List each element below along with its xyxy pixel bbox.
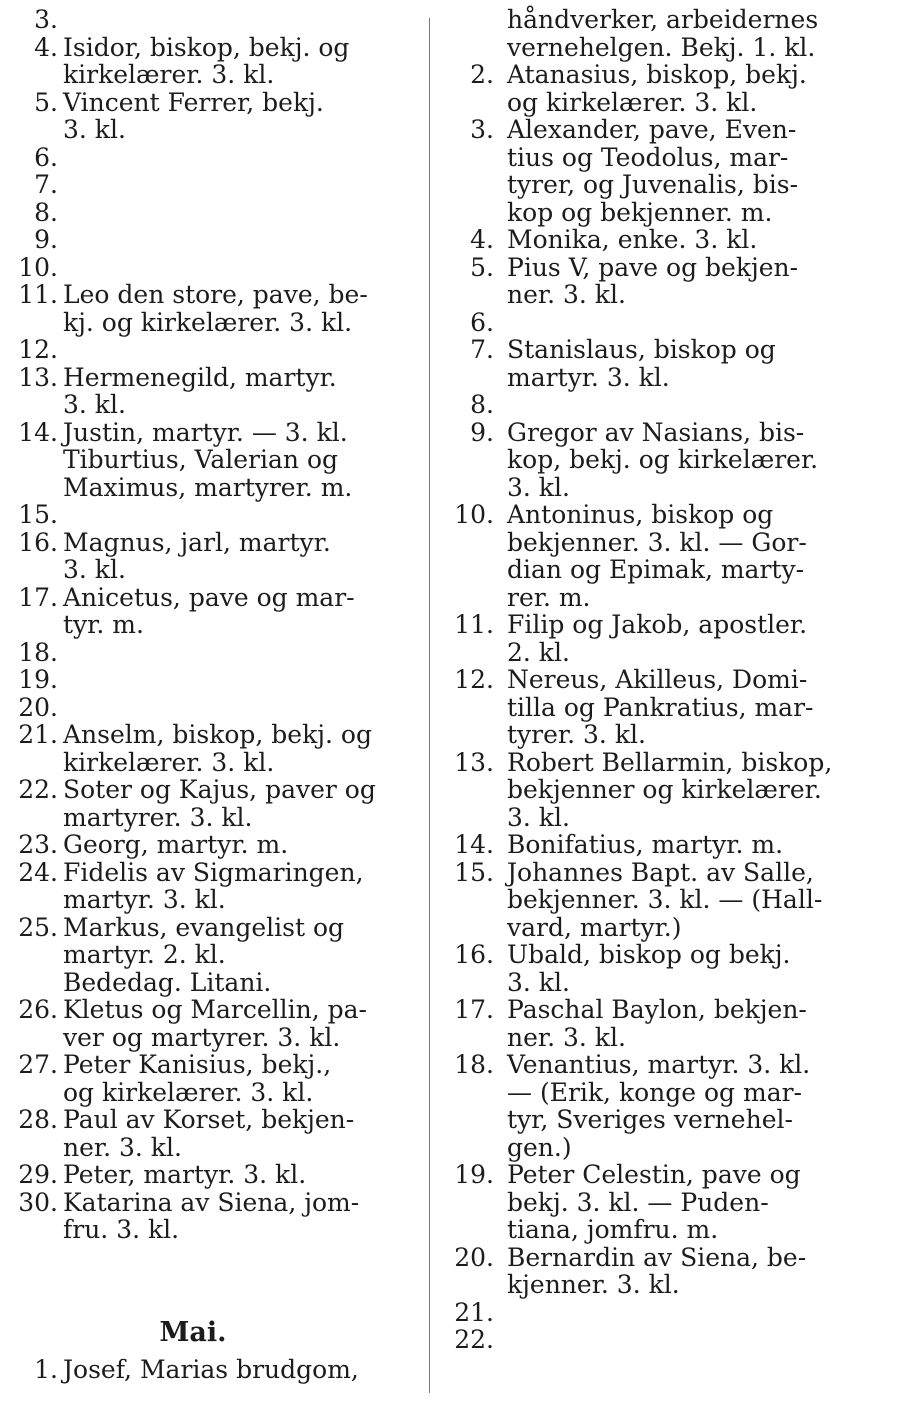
entry-line: Katarina av Siena, jom- [63, 1187, 360, 1217]
entry-line [507, 1326, 872, 1354]
entry-text [507, 831, 872, 859]
entry-line: Peter, martyr. 3. kl. [63, 1160, 307, 1189]
entry-text [63, 199, 414, 227]
entry-line: Venantius, martyr. 3. kl. [507, 1050, 811, 1079]
entry-text [63, 859, 414, 914]
entry-text [63, 831, 414, 859]
entry-text [63, 171, 414, 199]
entry-line: 3. kl. [507, 967, 570, 997]
calendar-entry [452, 116, 872, 226]
calendar-entry [452, 391, 872, 419]
entry-line: Ubald, biskop og bekj. [507, 940, 791, 969]
day-number: 5. [34, 87, 58, 117]
entry-text [63, 694, 414, 722]
entry-line [63, 6, 414, 34]
calendar-entry [14, 1189, 414, 1244]
day-number: 18. [454, 1050, 494, 1079]
calendar-entry [14, 1051, 414, 1106]
entry-line: og kirkelærer. 3. kl. [507, 87, 758, 117]
entry-text [507, 419, 872, 502]
entry-text [63, 1051, 414, 1106]
entry-text [63, 89, 414, 144]
calendar-entry [452, 336, 872, 391]
entry-text [507, 336, 872, 391]
calendar-entry [452, 226, 872, 254]
entry-line: — (Erik, konge og mar- [507, 1077, 802, 1107]
entry-line: Fidelis av Sigmaringen, [63, 857, 364, 887]
entry-text [63, 364, 414, 419]
entry-text [507, 391, 872, 419]
entry-line: kirkelærer. 3. kl. [63, 60, 275, 89]
entry-line: tyrer, og Juvenalis, bis- [507, 170, 799, 199]
entry-line: 3. kl. [63, 390, 126, 419]
entry-line: kirkelærer. 3. kl. [63, 747, 275, 777]
day-number: 11. [454, 610, 494, 639]
day-number: 3. [470, 115, 494, 144]
may-entries-continued [452, 6, 872, 1354]
entry-line: Georg, martyr. m. [63, 830, 289, 859]
entry-text [63, 666, 414, 694]
entry-text [507, 859, 872, 942]
entry-line: Markus, evangelist og [63, 912, 345, 942]
entry-line: Bonifatius, martyr. m. [507, 830, 784, 859]
calendar-entry [14, 89, 414, 144]
entry-text [507, 6, 872, 61]
calendar-entry [14, 529, 414, 584]
entry-line: Isidor, biskop, bekj. og [63, 32, 350, 62]
day-number: 3. [34, 5, 58, 34]
entry-text [63, 584, 414, 639]
entry-line: Bededag. Litani. [63, 967, 272, 997]
entry-text [63, 281, 414, 336]
calendar-entry [14, 721, 414, 776]
entry-text [507, 1299, 872, 1327]
entry-line: Tiburtius, Valerian og [63, 445, 338, 474]
entry-text [507, 1051, 872, 1161]
entry-line: Soter og Kajus, paver og [63, 775, 376, 804]
entry-line: bekjenner og kirkelærer. [507, 775, 822, 804]
calendar-entry [14, 364, 414, 419]
entry-line: ner. 3. kl. [507, 280, 626, 309]
entry-line: martyr. 3. kl. [63, 885, 226, 914]
calendar-entry [14, 1356, 414, 1384]
entry-line: Nereus, Akilleus, Domi- [507, 665, 808, 694]
entry-line: tilla og Pankratius, mar- [507, 692, 814, 722]
entry-line [63, 666, 414, 694]
calendar-entry [452, 61, 872, 116]
calendar-entry [14, 694, 414, 722]
day-number: 12. [18, 335, 58, 364]
day-number: 17. [454, 995, 494, 1024]
calendar-entry [452, 309, 872, 337]
day-number: 24. [18, 857, 58, 887]
day-number: 10. [18, 252, 58, 282]
entry-line: Anicetus, pave og mar- [63, 582, 355, 612]
entry-line [63, 639, 414, 667]
calendar-entry [14, 34, 414, 89]
calendar-entry [14, 254, 414, 282]
entry-line: martyr. 3. kl. [507, 362, 670, 392]
entry-line: ver og martyrer. 3. kl. [63, 1022, 341, 1052]
calendar-entry [14, 639, 414, 667]
calendar-entry [452, 419, 872, 502]
day-number: 30. [18, 1187, 58, 1217]
entry-line: vernehelgen. Bekj. 1. kl. [507, 32, 816, 62]
entry-line: Josef, Marias brudgom, [63, 1354, 359, 1384]
day-number: 19. [18, 665, 58, 694]
calendar-entry [452, 859, 872, 942]
calendar-entry [14, 171, 414, 199]
column-divider [429, 18, 430, 1393]
entry-text [507, 611, 872, 666]
entry-text [63, 6, 414, 34]
entry-line: Filip og Jakob, apostler. [507, 610, 808, 639]
entry-text [507, 1326, 872, 1354]
entry-text [507, 1244, 872, 1299]
entry-text [63, 501, 414, 529]
month-heading: Mai. [159, 1316, 227, 1348]
day-number: 1. [34, 1354, 58, 1384]
entry-line: 2. kl. [507, 637, 570, 667]
calendar-entry [452, 1161, 872, 1244]
day-number: 9. [470, 417, 494, 447]
day-number: 15. [454, 857, 494, 887]
day-number [452, 6, 507, 61]
calendar-entry [452, 254, 872, 309]
calendar-entry [452, 501, 872, 611]
entry-text [507, 666, 872, 749]
calendar-entry [14, 776, 414, 831]
calendar-entry [14, 281, 414, 336]
day-number: 29. [18, 1160, 58, 1189]
day-number: 14. [18, 417, 58, 447]
entry-line: og kirkelærer. 3. kl. [63, 1077, 314, 1107]
day-number: 28. [18, 1105, 58, 1134]
calendar-entry [452, 996, 872, 1051]
calendar-entry [452, 831, 872, 859]
calendar-entry [452, 1299, 872, 1327]
calendar-entry [452, 6, 872, 61]
entry-line: ner. 3. kl. [507, 1022, 626, 1052]
calendar-entry [452, 1051, 872, 1161]
entry-line [507, 309, 872, 337]
entry-text [63, 254, 414, 282]
entry-line: kop og bekjenner. m. [507, 197, 773, 227]
calendar-entry [14, 914, 414, 997]
left-column [14, 6, 414, 1383]
entry-line: Kletus og Marcellin, pa- [63, 995, 367, 1024]
calendar-entry [452, 941, 872, 996]
entry-text [63, 914, 414, 997]
entry-line: bekjenner. 3. kl. — (Hall- [507, 885, 823, 914]
calendar-entry [452, 1326, 872, 1354]
entry-line [63, 226, 414, 254]
entry-line: tyr, Sveriges vernehel- [507, 1105, 793, 1134]
entry-line [63, 501, 414, 529]
day-number: 4. [34, 32, 58, 62]
day-number: 22. [18, 775, 58, 804]
entry-text [63, 226, 414, 254]
day-number: 2. [470, 60, 494, 89]
calendar-entry [452, 666, 872, 749]
day-number: 5. [470, 252, 494, 282]
entry-line: Antoninus, biskop og [507, 500, 774, 529]
entry-line: Anselm, biskop, bekj. og [63, 720, 372, 749]
day-number: 15. [18, 500, 58, 529]
entry-text [63, 1189, 414, 1244]
entry-text [63, 1161, 414, 1189]
calendar-entry [14, 199, 414, 227]
entry-text [63, 419, 414, 502]
day-number: 11. [18, 280, 58, 309]
day-number: 6. [470, 307, 494, 337]
entry-line: Robert Bellarmin, biskop, [507, 747, 833, 777]
entry-line: 3. kl. [63, 555, 126, 584]
entry-line: Paul av Korset, bekjen- [63, 1105, 355, 1134]
entry-text [507, 254, 872, 309]
entry-line: håndverker, arbeidernes [507, 5, 819, 34]
calendar-entry [452, 749, 872, 832]
day-number: 27. [18, 1050, 58, 1079]
entry-line [63, 144, 414, 172]
entry-line: tyr. m. [63, 610, 144, 639]
day-number: 18. [18, 637, 58, 667]
day-number: 13. [18, 362, 58, 392]
entry-text [63, 529, 414, 584]
entry-line: kj. og kirkelærer. 3. kl. [63, 307, 353, 337]
entry-line: Maximus, martyrer. m. [63, 472, 353, 502]
entry-line: vard, martyr.) [507, 912, 682, 942]
entry-text [63, 776, 414, 831]
calendar-entry [14, 859, 414, 914]
entry-line: Pius V, pave og bekjen- [507, 252, 799, 282]
entry-line: Vincent Ferrer, bekj. [63, 87, 324, 117]
calendar-entry [14, 6, 414, 34]
entry-line [63, 199, 414, 227]
day-number: 17. [18, 582, 58, 612]
entry-line [63, 694, 414, 722]
day-number: 8. [470, 390, 494, 419]
entry-line: martyrer. 3. kl. [63, 802, 253, 832]
day-number: 13. [454, 747, 494, 777]
entry-line: Justin, martyr. — 3. kl. [63, 417, 348, 447]
entry-line: 3. kl. [507, 802, 570, 832]
day-number: 14. [454, 830, 494, 859]
entry-text [63, 144, 414, 172]
entry-text [63, 639, 414, 667]
calendar-entry [14, 1161, 414, 1189]
entry-line: bekjenner. 3. kl. — Gor- [507, 527, 807, 557]
right-column [452, 6, 872, 1354]
entry-line: Peter Celestin, pave og [507, 1160, 801, 1189]
calendar-entry [14, 419, 414, 502]
day-number: 16. [454, 940, 494, 969]
calendar-entry [452, 1244, 872, 1299]
april-entries [14, 6, 414, 1244]
entry-line: tiana, jomfru. m. [507, 1215, 719, 1244]
entry-text [63, 1106, 414, 1161]
calendar-entry [452, 611, 872, 666]
entry-line: gen.) [507, 1132, 572, 1162]
entry-line: martyr. 2. kl. [63, 940, 226, 969]
day-number: 20. [18, 692, 58, 722]
entry-line: kop, bekj. og kirkelærer. [507, 445, 819, 474]
entry-line: Stanislaus, biskop og [507, 335, 776, 364]
entry-line: Bernardin av Siena, be- [507, 1242, 807, 1272]
entry-text [507, 226, 872, 254]
calendar-entry [14, 1106, 414, 1161]
calendar-entry [14, 996, 414, 1051]
day-number: 21. [18, 720, 58, 749]
calendar-entry [14, 501, 414, 529]
entry-line: dian og Epimak, marty- [507, 555, 805, 584]
entry-line: Paschal Baylon, bekjen- [507, 995, 807, 1024]
entry-line: 3. kl. [63, 115, 126, 144]
entry-line: Monika, enke. 3. kl. [507, 225, 758, 254]
day-number: 26. [18, 995, 58, 1024]
calendar-entry [14, 666, 414, 694]
entry-line: rer. m. [507, 582, 591, 612]
day-number: 9. [34, 225, 58, 254]
day-number: 7. [470, 335, 494, 364]
day-number: 19. [454, 1160, 494, 1189]
entry-line: fru. 3. kl. [63, 1215, 180, 1244]
entry-line: Leo den store, pave, be- [63, 280, 368, 309]
entry-line: Atanasius, biskop, bekj. [507, 60, 807, 89]
calendar-entry [14, 144, 414, 172]
entry-text [63, 996, 414, 1051]
entry-line: ner. 3. kl. [63, 1132, 182, 1162]
entry-line [507, 391, 872, 419]
day-number: 4. [470, 225, 494, 254]
entry-line: Hermenegild, martyr. [63, 362, 337, 392]
day-number: 10. [454, 500, 494, 529]
day-number: 22. [454, 1325, 494, 1354]
entry-line: Peter Kanisius, bekj., [63, 1050, 332, 1079]
entry-line [507, 1299, 872, 1327]
entry-line [63, 254, 414, 282]
calendar-entry [14, 226, 414, 254]
entry-text [507, 501, 872, 611]
entry-text [63, 336, 414, 364]
entry-text [507, 1161, 872, 1244]
day-number: 7. [34, 170, 58, 199]
entry-text [507, 996, 872, 1051]
entry-line: Johannes Bapt. av Salle, [507, 857, 814, 887]
entry-line: Alexander, pave, Even- [507, 115, 797, 144]
entry-text [507, 941, 872, 996]
calendar-entry [14, 831, 414, 859]
day-number: 8. [34, 197, 58, 227]
day-number: 6. [34, 142, 58, 172]
entry-line: tyrer. 3. kl. [507, 720, 646, 749]
entry-text [507, 749, 872, 832]
day-number: 20. [454, 1242, 494, 1272]
may-entries [14, 1356, 414, 1384]
entry-text [63, 34, 414, 89]
entry-text [507, 309, 872, 337]
entry-line: kjenner. 3. kl. [507, 1270, 680, 1299]
day-number: 23. [18, 830, 58, 859]
entry-text [507, 61, 872, 116]
entry-text [63, 721, 414, 776]
calendar-entry [14, 336, 414, 364]
entry-line: bekj. 3. kl. — Puden- [507, 1187, 769, 1217]
day-number: 21. [454, 1297, 494, 1327]
entry-line: 3. kl. [507, 472, 570, 502]
day-number: 25. [18, 912, 58, 942]
day-number: 16. [18, 527, 58, 557]
entry-line: Gregor av Nasians, bis- [507, 417, 805, 447]
entry-line: Magnus, jarl, martyr. [63, 527, 331, 557]
entry-text [507, 116, 872, 226]
day-number: 12. [454, 665, 494, 694]
entry-text [63, 1356, 414, 1384]
entry-line [63, 171, 414, 199]
entry-line: tius og Teodolus, mar- [507, 142, 789, 172]
entry-line [63, 336, 414, 364]
calendar-entry [14, 584, 414, 639]
